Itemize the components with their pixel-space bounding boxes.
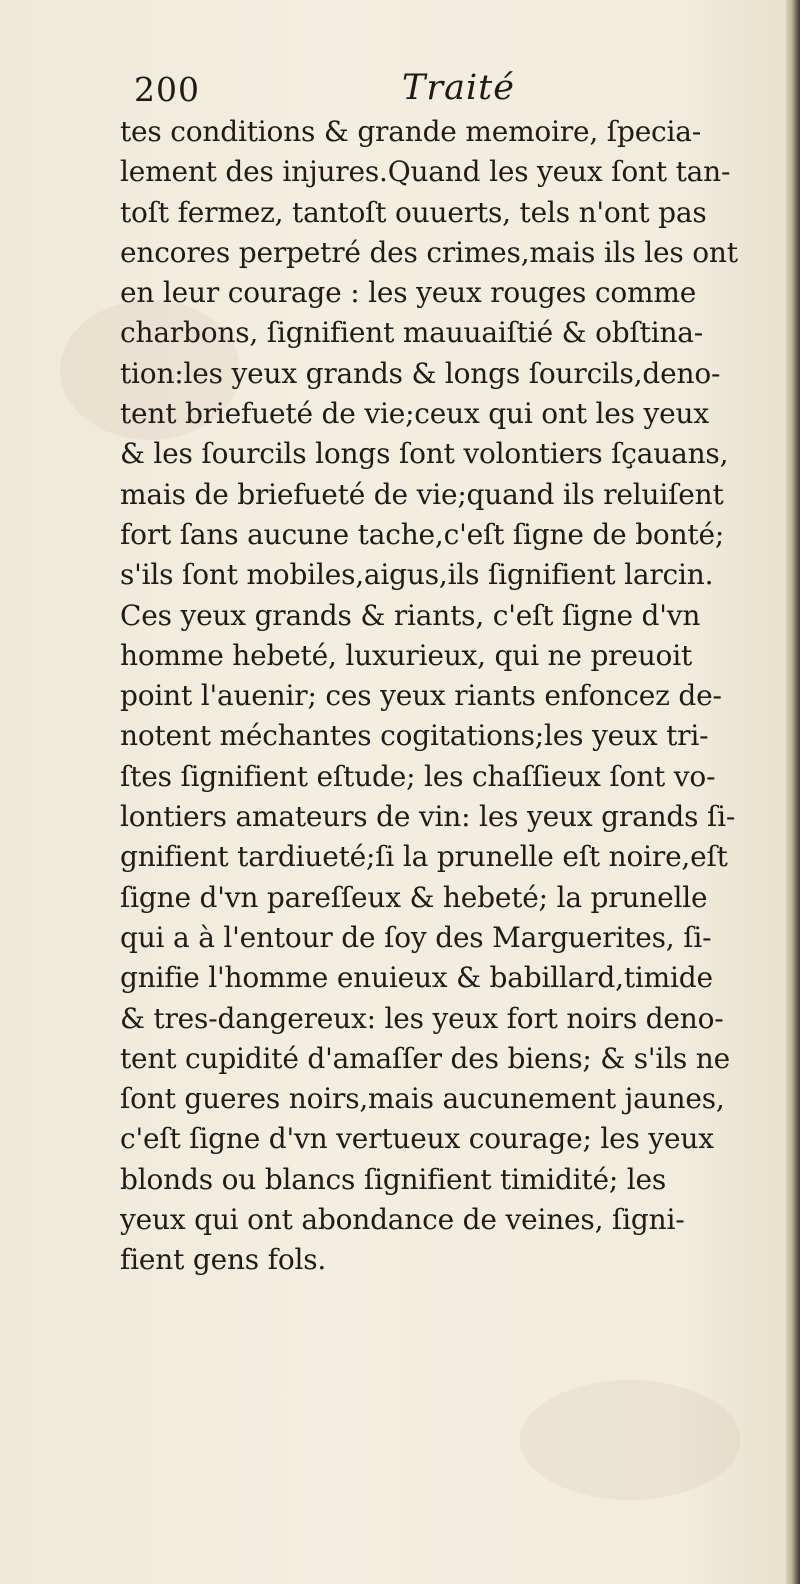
text-line: en leur courage : les yeux rouges comme	[120, 276, 697, 310]
text-line: mais de briefueté de vie;quand ils reluiſent	[120, 477, 724, 511]
body-text	[120, 112, 792, 1281]
text-line: gnifie l'homme enuieux & babillard,timide	[120, 961, 713, 995]
text-line: & les ſourcils longs ſont volontiers ſçauans,	[120, 437, 729, 471]
text-line: point l'auenir; ces yeux riants enfoncez de-	[120, 679, 722, 713]
page-header	[120, 66, 780, 116]
text-line: yeux qui ont abondance de veines, ſigni-	[120, 1203, 685, 1237]
text-line: tes conditions & grande memoire, ſpecia-	[120, 115, 702, 148]
page-number: 200	[134, 70, 200, 109]
text-line: ſtes ſignifient eſtude; les chaſſieux ſont vo-	[120, 759, 716, 793]
text-line: tion:les yeux grands & longs ſourcils,deno-	[120, 356, 721, 390]
text-line: charbons, ſignifient mauuaiſtié & obſtina-	[120, 316, 704, 350]
text-line: s'ils ſont mobiles,aigus,ils ſignifient larcin.	[120, 558, 714, 592]
text-line: ſont gueres noirs,mais aucunement jaunes,	[120, 1082, 725, 1116]
text-line: c'eſt ſigne d'vn vertueux courage; les yeux	[120, 1122, 714, 1156]
text-line: blonds ou blancs ſignifient timidité; les	[120, 1162, 667, 1196]
text-line: tent cupidité d'amaſſer des biens; & s'ils ne	[120, 1041, 730, 1075]
text-line: homme hebeté, luxurieux, qui ne preuoit	[120, 638, 693, 672]
text-line: encores perpetré des crimes,mais ils les ont	[120, 235, 738, 269]
text-line: lement des injures.Quand les yeux ſont tan-	[120, 155, 731, 189]
text-line: qui a à l'entour de ſoy des Marguerites, ſi-	[120, 920, 712, 954]
text-line: toſt fermez, tantoſt ouuerts, tels n'ont pas	[120, 195, 707, 229]
text-line: ſigne d'vn pareſſeux & hebeté; la prunelle	[120, 880, 708, 914]
text-line: gnifient tardiueté;ſi la prunelle eſt noire,eſt	[120, 840, 728, 874]
text-line: tent briefueté de vie;ceux qui ont les yeux	[120, 397, 709, 431]
page-edge-shadow	[786, 0, 800, 1584]
text-line: notent méchantes cogitations;les yeux tri-	[120, 719, 709, 753]
text-line: fient gens fols.	[120, 1243, 327, 1277]
text-line: Ces yeux grands & riants, c'eſt ſigne d'vn	[120, 598, 701, 632]
text-line: & tres-dangereux: les yeux fort noirs deno-	[120, 1001, 724, 1035]
running-title: Traité	[402, 68, 515, 108]
text-line: fort ſans aucune tache,c'eſt ſigne de bonté;	[120, 517, 725, 551]
text-line: lontiers amateurs de vin: les yeux grands ſi-	[120, 800, 736, 834]
paper-stain	[520, 1380, 740, 1500]
